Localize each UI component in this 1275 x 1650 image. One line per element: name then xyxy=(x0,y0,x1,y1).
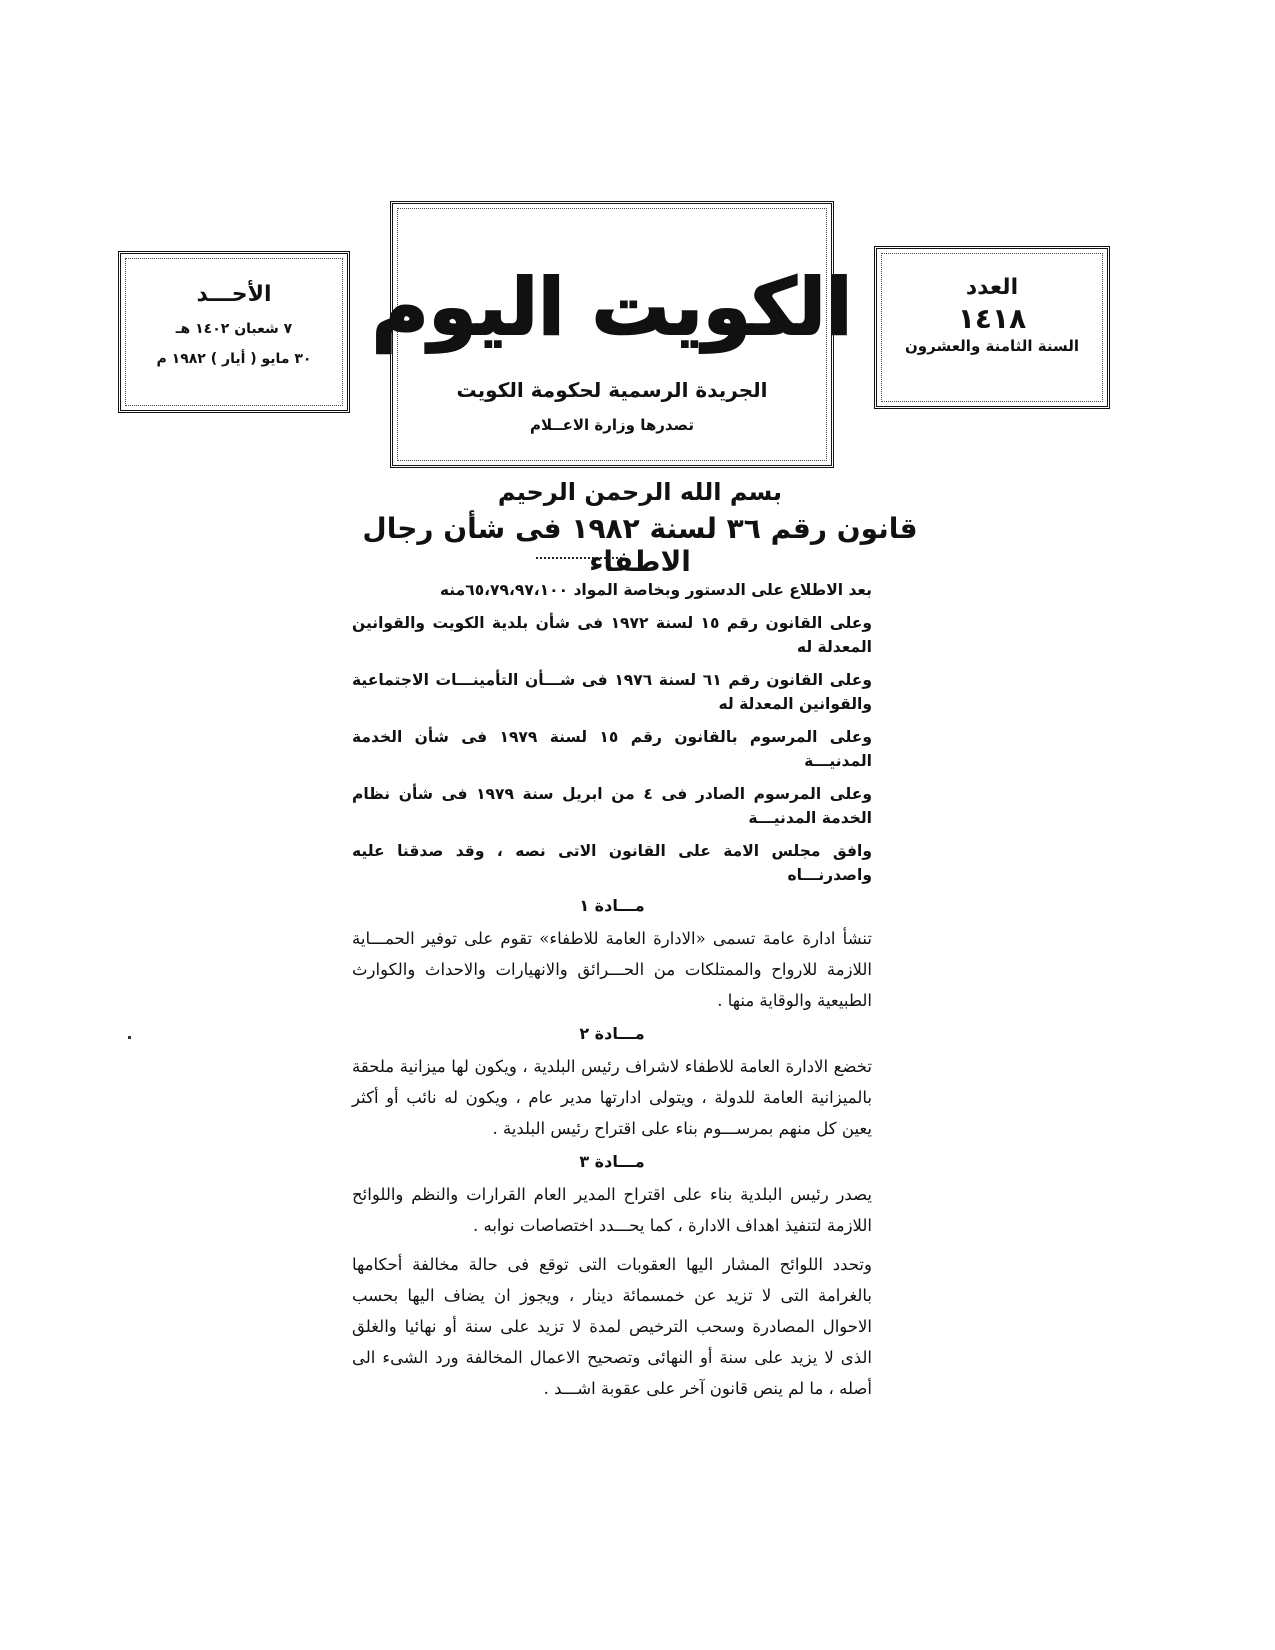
article-heading: مـــادة ١ xyxy=(579,896,645,915)
scan-speck xyxy=(128,1036,131,1039)
preamble-paragraph: وعلى القانون رقم ٦١ لسنة ١٩٧٦ فى شـــأن التأمينـــات الاجتماعية والقوانين المعدلة له xyxy=(352,671,872,713)
article-1 xyxy=(352,896,872,1016)
article-2 xyxy=(352,1024,872,1144)
issue-number: ١٤١٨ xyxy=(957,302,1027,335)
preamble-paragraph: وعلى المرسوم الصادر فى ٤ من ابريل سنة ١٩٧٩ فى شأن نظام الخدمة المدنيـــة xyxy=(352,785,872,827)
newspaper-logo xyxy=(371,242,853,362)
article-paragraph: وتحدد اللوائح المشار اليها العقوبات التى توقع فى حالة مخالفة أحكامها بالغرامة التى لا تزيد عن خمسمائة دينار ، ويجوز ان يضاف اليها بحسب الاحوال المصادرة وسحب الترخيص لمدة لا تزيد على سنة أو نهائيا والغلق الذى لا يزيد على سنة أو النهائى وتصحيح الاعمال المخالفة ورد الشىء الى أصله ، ما لم ينص قانون آخر على عقوبة اشـــد . xyxy=(352,1255,872,1398)
calligraphy-logo-icon xyxy=(371,242,853,362)
preamble-paragraph: وعلى المرسوم بالقانون رقم ١٥ لسنة ١٩٧٩ فى شأن الخدمة المدنيـــة xyxy=(352,728,872,770)
newspaper-subtitle: الجريدة الرسمية لحكومة الكويت xyxy=(456,378,768,402)
article-3 xyxy=(352,1152,872,1404)
article-heading: مـــادة ٣ xyxy=(579,1152,645,1171)
article-heading: مـــادة ٢ xyxy=(579,1024,645,1043)
law-title: قانون رقم ٣٦ لسنة ١٩٨٢ فى شأن رجال الاطفاء xyxy=(362,512,918,578)
year-text: السنة الثامنة والعشرون xyxy=(904,337,1080,355)
article-paragraph: تخضع الادارة العامة للاطفاء لاشراف رئيس البلدية ، ويكون لها ميزانية ملحقة بالميزانية العامة للدولة ، ويتولى ادارتها مدير عام ، ويكون له نائب أو أكثر يعين كل منهم بمرســـوم بناء على اقتراح رئيس البلدية . xyxy=(352,1057,872,1138)
hijri-date: ٧ شعبان ١٤٠٢ هـ xyxy=(175,321,293,337)
article-paragraph: تنشأ ادارة عامة تسمى «الادارة العامة للاطفاء» تقوم على توفير الحمـــاية اللازمة للارواح والممتلكات من الحـــرائق والانهيارات والاحداث والكوارث الطبيعية والوقاية منها . xyxy=(352,929,872,1010)
gregorian-date: ٣٠ مايو ( أيار ) ١٩٨٢ م xyxy=(156,351,312,367)
preamble-paragraph: بعد الاطلاع على الدستور وبخاصة المواد ٦٥،٧٩،٩٧،١٠٠منه xyxy=(439,581,872,599)
article-paragraph: يصدر رئيس البلدية بناء على اقتراح المدير العام القرارات والنظم واللوائح اللازمة لتنفيذ اهداف الادارة ، كما يحـــدد اختصاصات نوابه . xyxy=(352,1185,872,1235)
issue-box xyxy=(874,246,1110,409)
title-divider xyxy=(536,557,622,559)
document-body xyxy=(352,578,872,1412)
publisher-line: تصدرها وزارة الاعــلام xyxy=(530,416,694,434)
date-box xyxy=(118,251,350,413)
preamble xyxy=(352,578,872,887)
preamble-paragraph: وافق مجلس الامة على القانون الاتى نصه ، وقد صدقنا عليه واصدرنـــاه xyxy=(352,842,872,884)
logo-text: الكويت اليوم xyxy=(371,262,853,354)
basmala: بسم الله الرحمن الرحيم xyxy=(497,478,783,506)
preamble-paragraph: وعلى القانون رقم ١٥ لسنة ١٩٧٢ فى شأن بلدية الكويت والقوانين المعدلة له xyxy=(352,614,872,656)
masthead-logo-box xyxy=(371,201,853,468)
day-name: الأحـــد xyxy=(196,282,272,307)
issue-label: العدد xyxy=(965,275,1019,300)
